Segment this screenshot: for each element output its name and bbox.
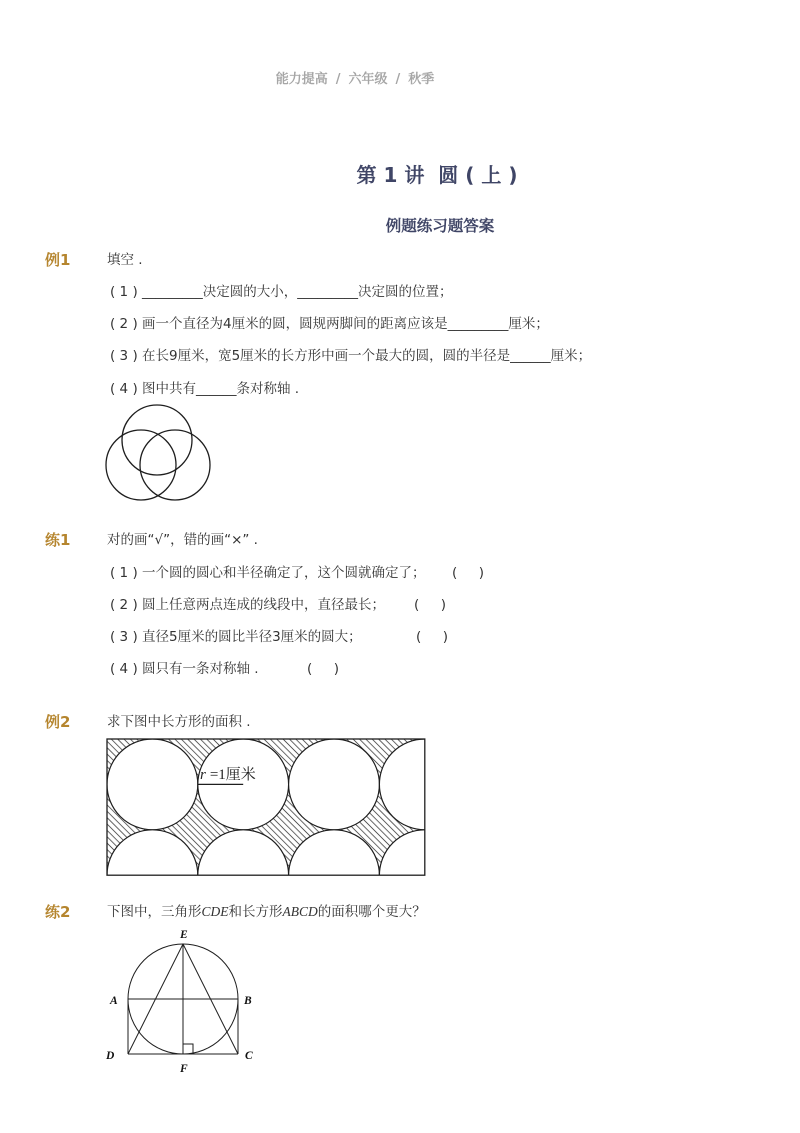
practice-1-item-2: ( 2 ) 圆上任意两点连成的线段中，直径最长；	[110, 597, 385, 613]
radius-value: =1厘米	[209, 767, 256, 783]
practice-1-item-3: ( 3 ) 直径5厘米的圆比半径3厘米的圆大；	[110, 629, 362, 645]
circle-top-3	[289, 739, 380, 830]
breadcrumb	[230, 71, 480, 89]
practice-1-prompt: 对的画“√”，错的画“×” .	[107, 532, 258, 548]
lecture-title: 第 1 讲 圆 ( 上 )	[356, 163, 518, 187]
example-1-item-4: ( 4 ) 图中共有______条对称轴 .	[110, 381, 300, 397]
practice-1-item-4: ( 4 ) 圆只有一条对称轴 .	[110, 661, 259, 677]
section-label-example-2: 例2	[45, 713, 71, 731]
vertex-label-d: D	[106, 1050, 115, 1062]
vertex-label-b: B	[244, 995, 252, 1007]
prompt-text: 下图中，三角形	[107, 904, 202, 920]
circle-top-1	[107, 739, 198, 830]
practice-1-answer-blank-2: ( )	[414, 597, 446, 613]
example-1-item-1: ( 1 ) _________决定圆的大小，_________决定圆的位置；	[110, 284, 453, 300]
page-subtitle: 例题练习题答案	[385, 217, 495, 235]
section-label-example-1: 例1	[45, 251, 71, 269]
example-1-item-2: ( 2 ) 画一个直径为4厘米的圆，圆规两脚间的距离应该是_________厘米；	[110, 316, 549, 332]
figure-circle-top	[122, 405, 192, 475]
breadcrumb-separator: /	[335, 72, 341, 87]
rectangle-name: ABCD	[282, 904, 318, 919]
vertex-label-a: A	[110, 995, 118, 1007]
right-angle-mark	[183, 1044, 193, 1054]
figure-circle-bottom-right	[140, 430, 210, 500]
practice-2-prompt	[107, 903, 426, 921]
triangle-rectangle-circle-figure	[100, 925, 260, 1077]
prompt-text: 的面积哪个更大？	[317, 904, 426, 920]
prompt-text: 和长方形	[228, 904, 283, 920]
section-label-practice-2: 练2	[45, 903, 71, 921]
rectangle-circles-figure	[104, 735, 429, 880]
breadcrumb-item-ability: 能力提高	[275, 72, 328, 87]
vertex-label-e: E	[180, 929, 188, 941]
example-1-prompt: 填空 .	[107, 252, 143, 268]
breadcrumb-item-term: 秋季	[408, 72, 435, 87]
three-circles-figure	[100, 400, 220, 506]
breadcrumb-item-grade: 六年级	[348, 72, 388, 87]
triangle-name: CDE	[201, 904, 229, 919]
practice-1-answer-blank-1: ( )	[452, 565, 484, 581]
radius-symbol: r	[200, 767, 206, 783]
vertex-label-c: C	[245, 1050, 253, 1062]
section-label-practice-1: 练1	[45, 531, 71, 549]
practice-1-answer-blank-4: ( )	[307, 661, 339, 677]
vertex-label-f: F	[180, 1063, 188, 1075]
example-2-prompt: 求下图中长方形的面积 .	[107, 714, 251, 730]
example-1-item-3: ( 3 ) 在长9厘米，宽5厘米的长方形中画一个最大的圆，圆的半径是______厘米；	[110, 348, 592, 364]
practice-1-answer-blank-3: ( )	[416, 629, 448, 645]
figure-circle-bottom-left	[106, 430, 176, 500]
practice-1-item-1: ( 1 ) 一个圆的圆心和半径确定了，这个圆就确定了；	[110, 565, 426, 581]
breadcrumb-separator: /	[395, 72, 401, 87]
